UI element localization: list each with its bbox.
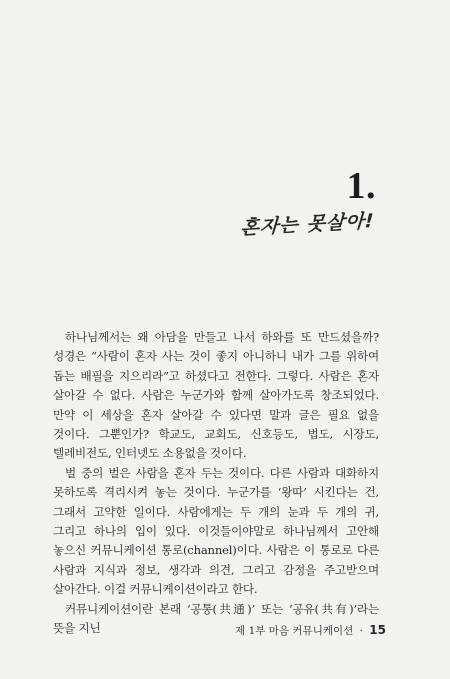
body-text [53,328,379,639]
footer-section: 마음 커뮤니케이션 [268,625,354,637]
chapter-number: 1. [346,165,376,207]
footer-separator: · [359,625,363,637]
paragraph-3: 커뮤니케이션이란 본래 ‘공통(共通)’ 또는 ‘공유(共有)’라는 뜻을 지닌 [53,601,379,636]
running-footer [235,623,386,638]
paragraph-2: 벌 중의 벌은 사람을 혼자 두는 것이다. 다른 사람과 대화하지 못하도록 격리시켜 놓는 것이다. 누군가를 ‘왕따’ 시킨다는 건, 그래서 고약한 일이다. 사람에게는 두 개의 눈과 두 개의 귀, 그리고 하나의 입이 있다. 이것들이야말로 하나님께서 고안해 놓으신 커뮤니케이션 통로(channel)이다. 사람은 이 통로로 다른 사람과 지식과 정보, 생각과 의견, 그리고 감정을 주고받으며 살아간다. 이걸 커뮤니케이션이라고 한다. [53,465,379,597]
footer-part: 제 1부 [235,625,266,637]
chapter-title: 혼자는 못살아! [239,210,375,239]
paragraph-1: 하나님께서는 왜 아담을 만들고 나서 하와를 또 만드셨을까? 성경은 “사람이 혼자 사는 것이 좋지 아니하니 내가 그를 위하여 돕는 배필을 지으리라”고 하셨다고 전한다. 그렇다. 사람은 혼자 살아갈 수 없다. 사람은 누군가와 함께 살아가도록 창조되었다. 만약 이 세상을 혼자 살아갈 수 있다면 말과 글은 필요 없을 것이다. 그뿐인가? 학교도, 교회도, 신호등도, 법도, 시장도, 텔레비전도, 인터넷도 소용없을 것이다. [53,330,379,461]
page-number: 15 [369,623,386,637]
